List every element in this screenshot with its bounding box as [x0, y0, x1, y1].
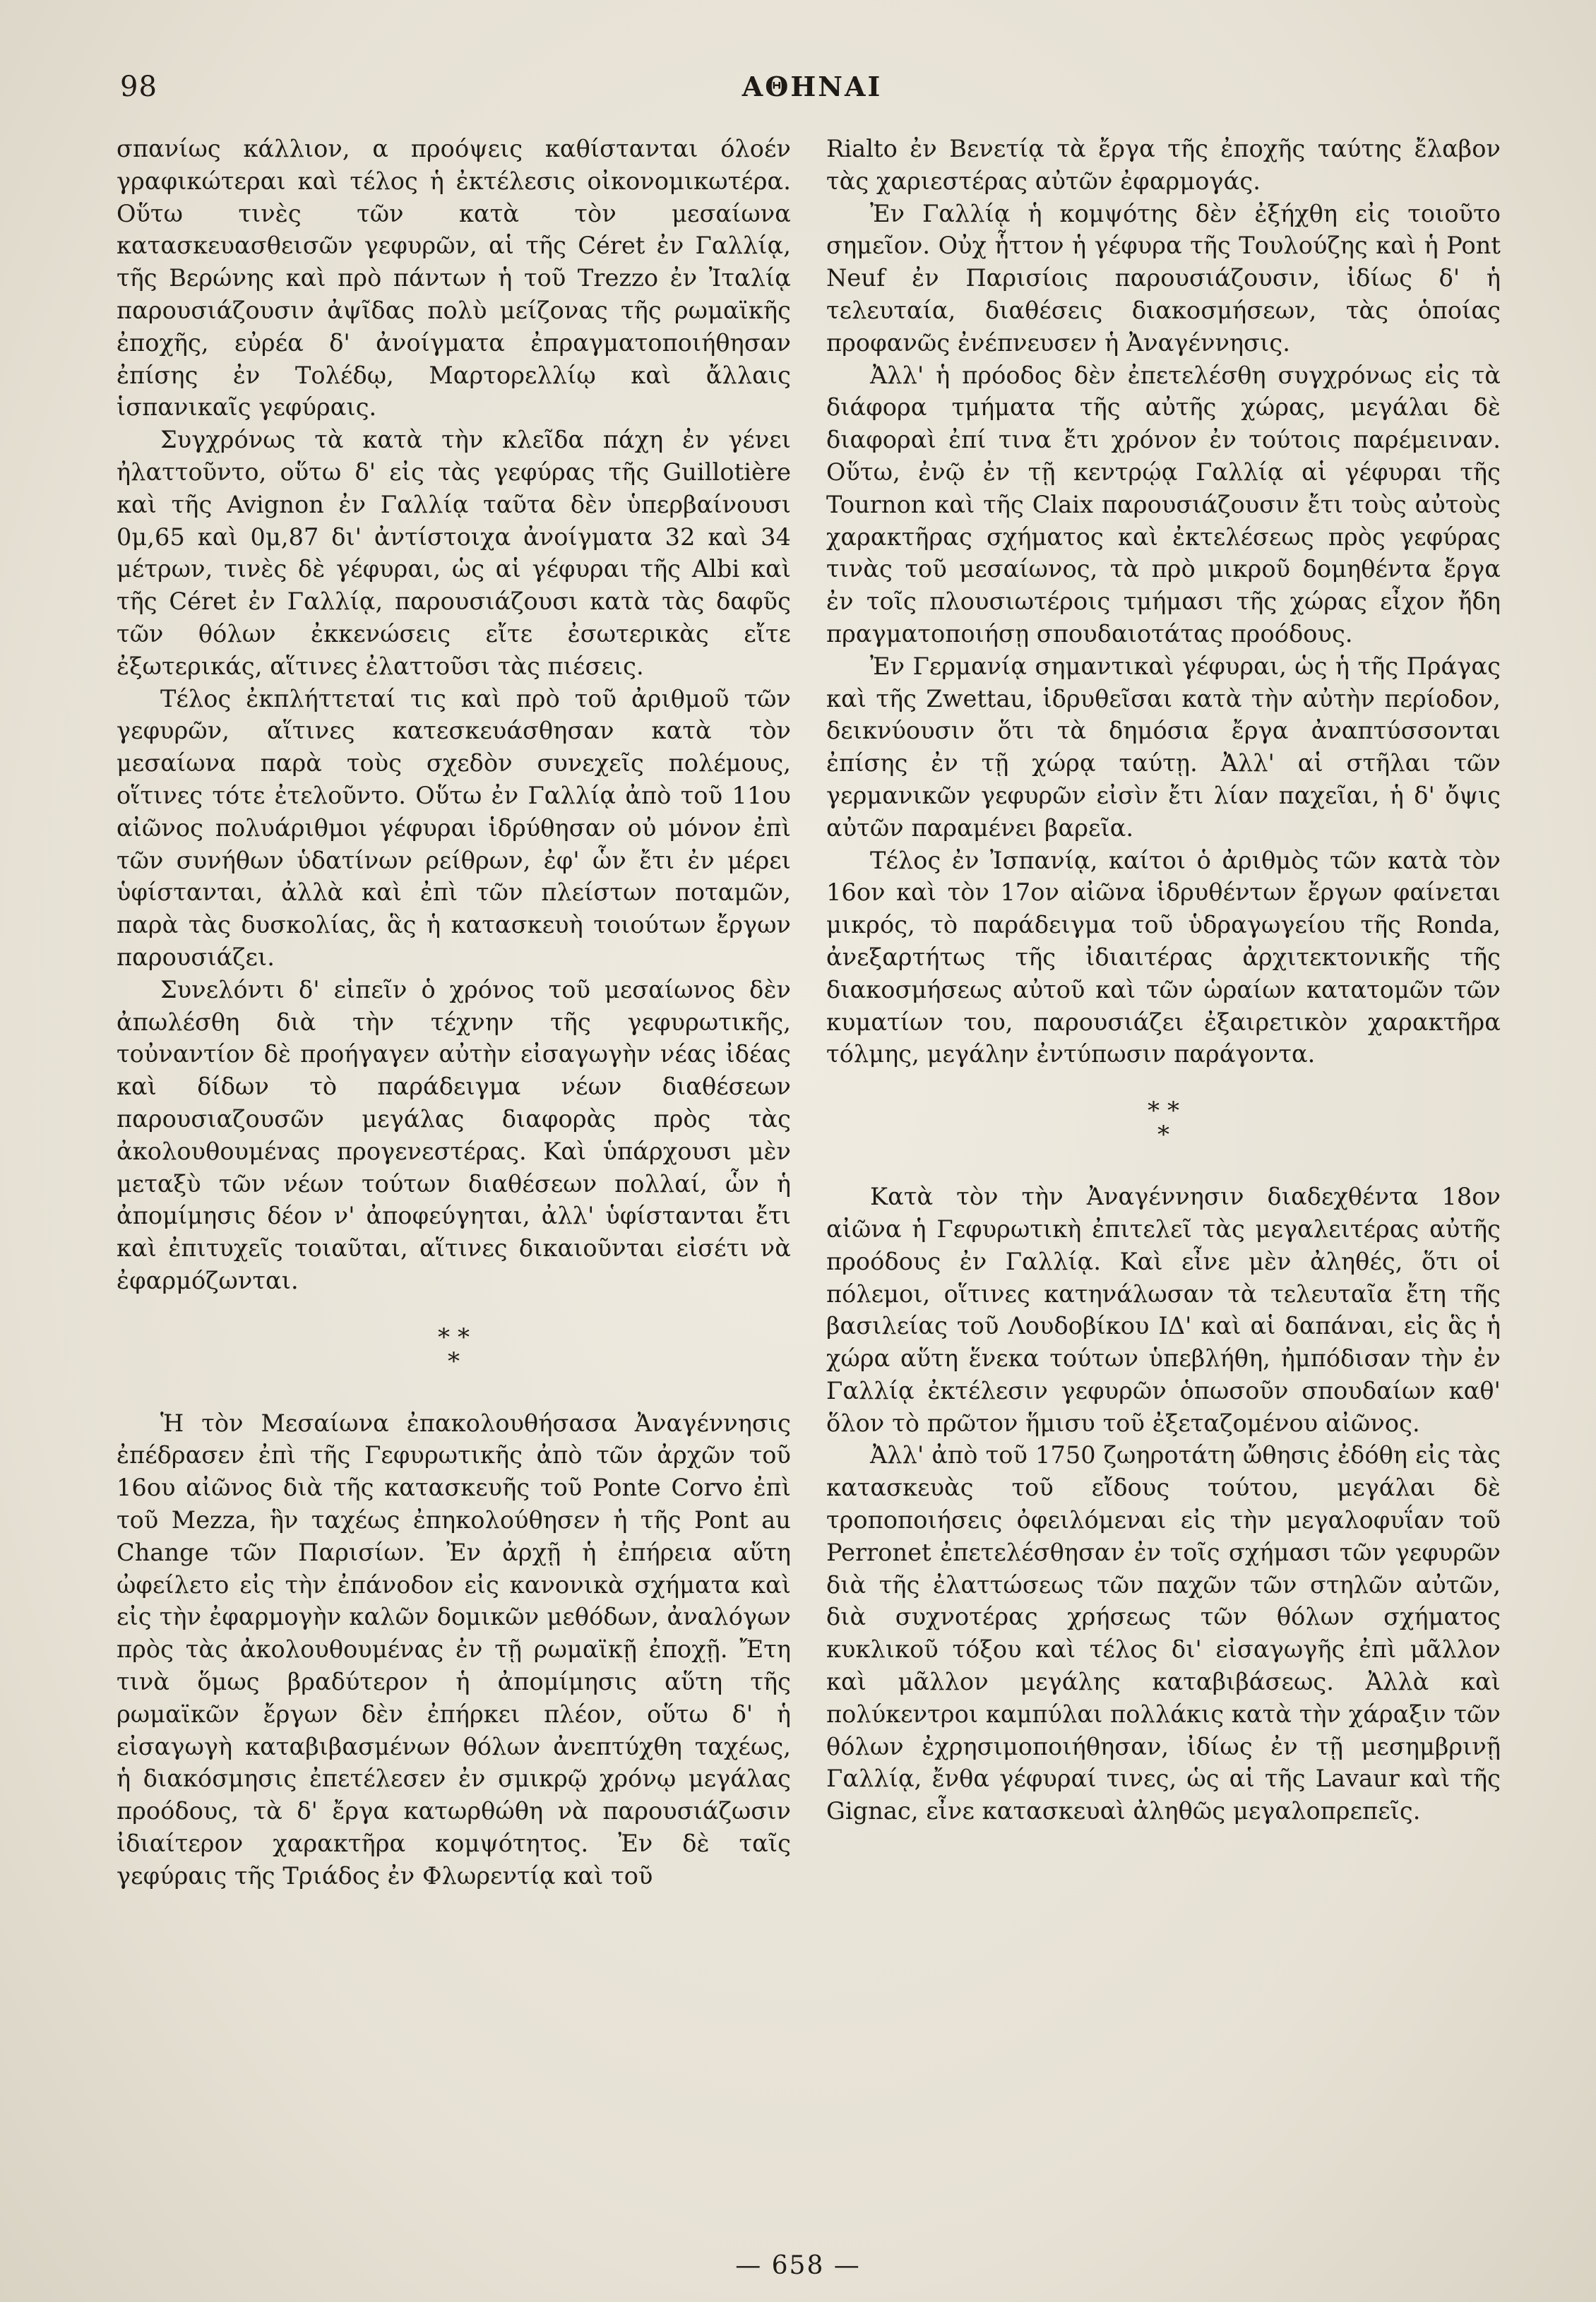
right-column — [826, 133, 1501, 1827]
page-number: 98 — [120, 71, 157, 103]
left-paragraph-2: Συγχρόνως τὰ κατὰ τὴν κλεῖδα πάχη ἐν γένει ἠλαττοῦντο, οὕτω δ' εἰς τὰς γεφύρας τῆς Guillotière καὶ τῆς Avignon ἐν Γαλλίᾳ ταῦτα δὲν ὑπερβαίνουσι 0μ,65 καὶ 0μ,87 δι' ἀντίστοιχα ἀνοίγματα 32 καὶ 34 μέτρων, τινὲς δὲ γέφυραι, ὡς αἱ γέφυραι τῆς Albi καὶ τῆς Céret ἐν Γαλλίᾳ, παρουσιάζουσι κατὰ τὰς δαφῦς τῶν θόλων ἐκκενώσεις εἴτε ἐσωτερικὰς εἴτε ἐξωτερικάς, αἵτινες ἐλαττοῦσι τὰς πιέσεις. — [117, 426, 791, 680]
running-title: ΑΘΗΝΑΙ — [742, 71, 883, 102]
folio-number: — 658 — — [735, 2251, 861, 2280]
right-paragraph-6: Κατὰ τὸν τὴν Ἀναγέννησιν διαδεχθέντα 18ον αἰῶνα ἡ Γεφυρωτικὴ ἐπιτελεῖ τὰς μεγαλειτέρας αὐτῆς προόδους ἐν Γαλλίᾳ. Καὶ εἶνε μὲν ἀληθές, ὅτι οἱ πόλεμοι, οἵτινες κατηνάλωσαν τὰ τελευταῖα ἔτη τῆς βασιλείας τοῦ Λουδοβίκου ΙΔ' καὶ αἱ δαπάναι, εἰς ἃς ἡ χώρα αὕτη ἕνεκα τούτων ὑπεβλήθη, ἠμπόδισαν τὴν ἐν Γαλλίᾳ ἐκτέλεσιν γεφυρῶν ὁπωσοῦν σπουδαίων καθ' ὅλον τὸ πρῶτον ἥμισυ τοῦ ἐξεταζομένου αἰῶνος. — [826, 1183, 1501, 1437]
left-section-divider — [117, 1323, 791, 1376]
right-paragraph-1: Rialto ἐν Βενετίᾳ τὰ ἔργα τῆς ἐποχῆς ταύτης ἔλαβον τὰς χαριεστέρας αὐτῶν ἐφαρμογάς. — [826, 135, 1501, 195]
right-paragraph-3: Ἀλλ' ἡ πρόοδος δὲν ἐπετελέσθη συγχρόνως εἰς τὰ διάφορα τμήματα τῆς αὐτῆς χώρας, μεγάλαι δὲ διαφοραὶ ἐπί τινα ἔτι χρόνον ἐν τούτοις παρέμειναν. Οὕτω, ἐνῷ ἐν τῇ κεντρῴᾳ Γαλλίᾳ αἱ γέφυραι τῆς Tournon καὶ τῆς Claix παρουσιάζουσιν ἔτι τοὺς αὐτοὺς χαρακτῆρας σχήματος καὶ ἐκτελέσεως πρὸς γεφύρας τινὰς τοῦ μεσαίωνος, τὰ πρὸ μικροῦ δομηθέντα ἔργα ἐν τοῖς πλουσιωτέροις τμήμασι τῆς χώρας εἶχον ἤδη πραγματοποιήσῃ σπουδαιοτάτας προόδους. — [826, 361, 1501, 648]
page-header — [113, 71, 1511, 120]
left-paragraph-3: Τέλος ἐκπλήττεταί τις καὶ πρὸ τοῦ ἀριθμοῦ τῶν γεφυρῶν, αἵτινες κατεσκευάσθησαν κατὰ τὸν μεσαίωνα παρὰ τοὺς σχεδὸν συνεχεῖς πολέμους, οἵτινες τότε ἐτελοῦντο. Οὕτω ἐν Γαλλίᾳ ἀπὸ τοῦ 11ου αἰῶνος πολυάριθμοι γέφυραι ἱδρύθησαν οὐ μόνον ἐπὶ τῶν συνήθων ὑδατίνων ρείθρων, ἐφ' ὧν ἔτι ἐν μέρει ὑφίστανται, ἀλλὰ καὶ ἐπὶ τῶν πλείστων ποταμῶν, παρὰ τὰς δυσκολίας, ἃς ἡ κατασκευὴ τοιούτων ἔργων παρουσιάζει. — [117, 684, 791, 971]
left-paragraph-1: σπανίως κάλλιον, α προόψεις καθίστανται όλοέν γραφικώτεραι καὶ τέλος ἡ ἐκτέλεσις οἰκονομικωτέρα. Οὕτω τινὲς τῶν κατὰ τὸν μεσαίωνα κατασκευασθεισῶν γεφυρῶν, αἱ τῆς Céret ἐν Γαλλίᾳ, τῆς Βερώνης καὶ πρὸ πάντων ἡ τοῦ Trezzo ἐν Ἰταλίᾳ παρουσιάζουσιν ἀψῖδας πολὺ μείζονας τῆς ρωμαϊκῆς ἐποχῆς, εὐρέα δ' ἀνοίγματα ἐπραγματοποιήθησαν ἐπίσης ἐν Τολέδῳ, Μαρτορελλίῳ καὶ ἄλλαις ἱσπανικαῖς γεφύραις. — [117, 135, 791, 422]
left-paragraph-4: Συνελόντι δ' εἰπεῖν ὁ χρόνος τοῦ μεσαίωνος δὲν ἀπωλέσθη διὰ τὴν τέχνην τῆς γεφυρωτικῆς, τοὐναντίον δὲ προήγαγεν αὐτὴν εἰσαγωγὴν νέας ἰδέας καὶ δίδων τὸ παράδειγμα νέων διαθέσεων παρουσιαζουσῶν μεγάλας διαφορὰς πρὸς τὰς ἀκολουθουμένας προγενεστέρας. Καὶ ὑπάρχουσι μὲν μεταξὺ τῶν νέων τούτων διαθέσεων πολλαί, ὧν ἡ ἀπομίμησις δέον ν' ἀποφεύγηται, ἀλλ' ὑφίστανται ἔτι καὶ ἐπιτυχεῖς τοιαῦται, αἵτινες δικαιοῦνται εἰσέτι νὰ ἐφαρμόζωνται. — [117, 975, 791, 1294]
left-paragraph-5: Ἡ τὸν Μεσαίωνα ἐπακολουθήσασα Ἀναγέννησις ἐπέδρασεν ἐπὶ τῆς Γεφυρωτικῆς ἀπὸ τῶν ἀρχῶν τοῦ 16ου αἰῶνος διὰ τῆς κατασκευῆς τοῦ Ponte Corvo ἐπὶ τοῦ Mezza, ἣν ταχέως ἐπηκολούθησεν ἡ τῆς Pont au Change τῶν Παρισίων. Ἐν ἀρχῇ ἡ ἐπήρεια αὕτη ὠφείλετο εἰς τὴν ἐπάνοδον εἰς κανονικὰ σχήματα καὶ εἰς τὴν ἐφαρμογὴν καλῶν δομικῶν μεθόδων, ἀναλόγων πρὸς τὰς ἀκολουθουμένας ἐν τῇ ρωμαϊκῇ ἐποχῇ. Ἔτη τινὰ ὅμως βραδύτερον ἡ ἀπομίμησις αὕτη τῆς ρωμαϊκῶν ἔργων δὲν ἐπήρκει πλέον, οὕτω δ' ἡ εἰσαγωγὴ καταβιβασμένων θόλων ἀνεπτύχθη ταχέως, ἡ διακόσμησις ἐπετέλεσεν ἐν σμικρῷ χρόνῳ μεγάλας προόδους, τὰ δ' ἔργα κατωρθώθη νὰ παρουσιάζωσιν ἰδιαίτερον χαρακτῆρα κομψότητος. Ἐν δὲ ταῖς γεφύραις τῆς Τριάδος ἐν Φλωρεντίᾳ καὶ τοῦ — [117, 1409, 791, 1890]
asterism-bottom: * — [447, 1347, 460, 1376]
asterism-top: * * — [437, 1323, 470, 1352]
right-section-divider — [826, 1097, 1501, 1150]
right-paragraph-4: Ἐν Γερμανίᾳ σημαντικαὶ γέφυραι, ὡς ἡ τῆς Πράγας καὶ τῆς Zwettau, ἱδρυθεῖσαι κατὰ τὴν αὐτὴν περίοδον, δεικνύουσιν ὅτι τὰ δημόσια ἔργα ἀναπτύσσονται ἐπίσης ἐν τῇ χώρᾳ ταύτῃ. Ἀλλ' αἱ στῆλαι τῶν γερμανικῶν γεφυρῶν εἰσὶν ἔτι λίαν παχεῖαι, ἡ δ' ὄψις αὐτῶν παραμένει βαρεῖα. — [826, 652, 1501, 842]
right-paragraph-2: Ἐν Γαλλίᾳ ἡ κομψότης δὲν ἐξήχθη εἰς τοιοῦτο σημεῖον. Οὐχ ἧττον ἡ γέφυρα τῆς Τουλούζης καὶ ἡ Pont Neuf ἐν Παρισίοις παρουσιάζουσιν, ἰδίως δ' ἡ τελευταία, διαθέσεις διακοσμήσεων, τὰς ὁποίας προφανῶς ἐνέπνευσεν ἡ Ἀναγέννησις. — [826, 199, 1501, 357]
right-paragraph-5: Τέλος ἐν Ἰσπανίᾳ, καίτοι ὁ ἀριθμὸς τῶν κατὰ τὸν 16ον καὶ τὸν 17ον αἰῶνα ἱδρυθέντων ἔργων φαίνεται μικρός, τὸ παράδειγμα τοῦ ὑδραγωγείου τῆς Ronda, ἀνεξαρτήτως τῆς ἰδιαιτέρας ἀρχιτεκτονικῆς τῆς διακοσμήσεως αὐτοῦ καὶ τῶν ὡραίων κατατομῶν τῶν κυματίων του, παρουσιάζει ἐξαιρετικὸν χαρακτῆρα τόλμης, μεγάλην ἐντύπωσιν παράγοντα. — [826, 846, 1501, 1068]
asterism-bottom: * — [1157, 1121, 1170, 1150]
left-column — [117, 133, 791, 1892]
asterism-top: * * — [1147, 1097, 1180, 1126]
right-paragraph-7: Ἀλλ' ἀπὸ τοῦ 1750 ζωηροτάτη ὤθησις ἐδόθη εἰς τὰς κατασκευὰς τοῦ εἴδους τούτου, μεγάλαι δὲ τροποποιήσεις ὀφειλόμεναι εἰς τὴν μεγαλοφυΐαν τοῦ Perronet ἐπετελέσθησαν ἐν τοῖς σχήμασι τῶν γεφυρῶν διὰ τῆς ἐλαττώσεως τῶν παχῶν τῶν στηλῶν αὐτῶν, διὰ συχνοτέρας χρήσεως τῶν θόλων σχήματος κυκλικοῦ τόξου καὶ τέλος δι' εἰσαγωγῆς ἐπὶ μᾶλλον καὶ μᾶλλον μεγάλης καταβιβάσεως. Ἀλλὰ καὶ πολύκεντροι καμπύλαι πολλάκις κατὰ τὴν χάραξιν τῶν θόλων ἐχρησιμοποιήθησαν, ἰδίως ἐν τῇ μεσημβρινῇ Γαλλίᾳ, ἔνθα γέφυραί τινες, ὡς αἱ τῆς Lavaur καὶ τῆς Gignac, εἶνε κατασκευαὶ ἀληθῶς μεγαλοπρεπεῖς. — [826, 1441, 1501, 1825]
